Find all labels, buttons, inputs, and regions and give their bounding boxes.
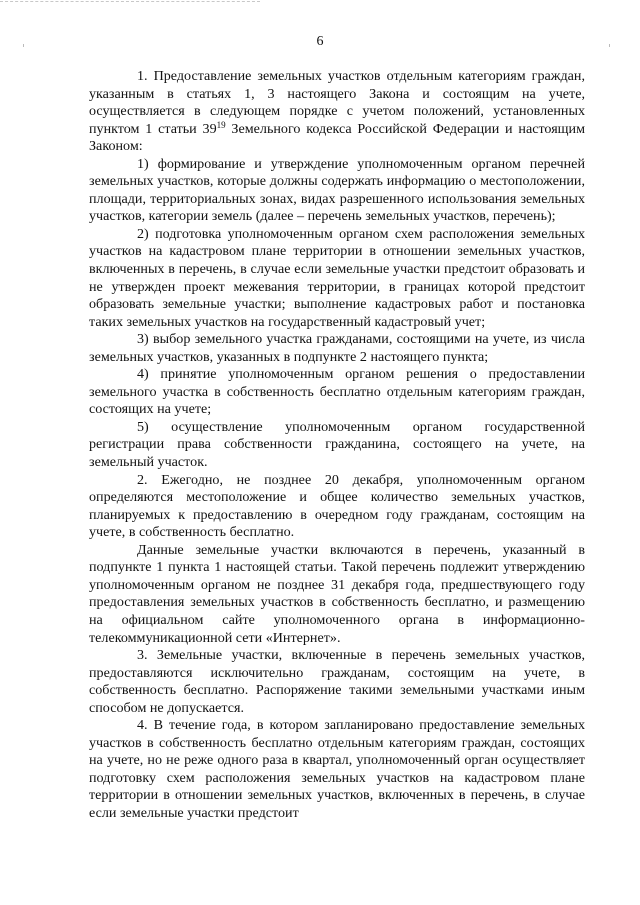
page-number: 6	[316, 34, 324, 49]
paragraph-clause-4: 4. В течение года, в котором запланировано предоставление земельных участков в собственность бесплатно отдельным категориям граждан, состоящих на учете, но не реже одного раза в квартал, уполномоченный орган осуществляет подготовку схем расположения земельных участков на кадастровом плане территории в отношении земельных участков, включенных в перечень, в случае если земельные участки предстоит	[89, 717, 585, 821]
clause-1-text-end: Земельного кодекса Российской Федерации и настоящим Законом:	[89, 120, 585, 155]
paragraph-subclause-2: 2) подготовка уполномоченным органом схем расположения земельных участков на кадастровом плане территории в отношении земельных участков, включенных в перечень, в случае если земельные участки предстоит образовать и не утвержден проект межевания территории, в границах которой предстоит образовать земельные участки; выполнение кадастровых работ и постановка таких земельных участков на государственный кадастровый учет;	[89, 225, 585, 330]
paragraph-subclause-1: 1) формирование и утверждение уполномоченным органом перечней земельных участков, которые должны содержать информацию о местоположении, площади, территориальных зонах, видах разрешенного использования земельных участков, категории земель (далее – перечень земельных участков, перечень);	[89, 155, 585, 225]
paragraph-subclause-3: 3) выбор земельного участка гражданами, состоящими на учете, из числа земельных участков, указанных в подпункте 2 настоящего пункта;	[89, 331, 585, 365]
paragraph-clause-2: 2. Ежегодно, не позднее 20 декабря, уполномоченным органом определяются местоположение и общее количество земельных участков, планируемых к предоставлению в очередном году гражданам, состоящим на учете, в собственность бесплатно.	[89, 471, 585, 541]
paragraph-subclause-4: 4) принятие уполномоченным органом решения о предоставлении земельного участка в собственность бесплатно отдельным категориям граждан, состоящих на учете;	[89, 366, 585, 418]
article-superscript: 19	[216, 119, 226, 130]
paragraph-clause-2-continued: Данные земельные участки включаются в перечень, указанный в подпункте 1 пункта 1 настоящей статьи. Такой перечень подлежит утверждению уполномоченным органом не позднее 31 декабря года, предшествующего году предоставления земельных участков в собственность бесплатно, и размещению на официальном сайте уполномоченного органа в информационно-телекоммуникационной сети «Интернет».	[89, 541, 585, 646]
paragraph-clause-3: 3. Земельные участки, включенные в перечень земельных участков, предоставляются исключительно гражданам, состоящим на учете, в собственность бесплатно. Распоряжение такими земельными участками иным способом не допускается.	[89, 647, 585, 716]
scan-edge-artifact	[0, 1, 260, 2]
paragraph-subclause-5: 5) осуществление уполномоченным органом государственной регистрации права собственности гражданина, состоящего на учете, на земельный участок.	[89, 418, 585, 471]
clause-1-text: 1. Предоставление земельных участков отдельным категориям граждан, указанным в статьях 1, 3 настоящего Закона и состоящим на учете, осуществляется в следующем порядке с учетом положений, установленных пунктом 1 статьи 39	[89, 68, 585, 137]
document-body	[89, 68, 585, 823]
paragraph-clause-1	[89, 68, 585, 156]
